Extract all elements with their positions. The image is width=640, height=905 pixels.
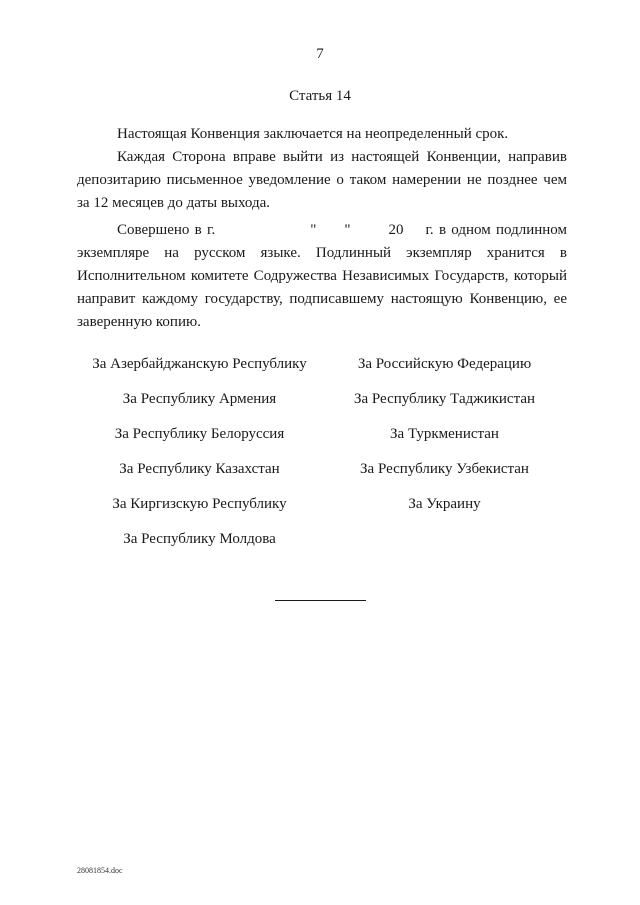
signatory-ukraine: За Украину — [408, 496, 481, 512]
signatory-turkmenistan: За Туркменистан — [390, 426, 499, 442]
signatories-right-column — [322, 353, 567, 528]
done-at-prefix: Совершено в г. — [117, 222, 216, 238]
page-number: 7 — [316, 46, 324, 62]
signatory-russia: За Российскую Федерацию — [357, 356, 532, 372]
closing-divider — [275, 600, 366, 601]
signatory-belarus: За Республику Белоруссия — [114, 426, 285, 442]
footer-doc-code: 28081854.doc — [77, 866, 123, 875]
date-quote-close: " — [344, 222, 351, 238]
signatory-azerbaijan: За Азербайджанскую Республику — [92, 356, 307, 372]
signatory-uzbekistan: За Республику Узбекистан — [360, 461, 529, 477]
paragraph-done-at — [77, 219, 567, 334]
date-year-prefix: 20 — [388, 222, 404, 238]
signatories-left-column — [77, 353, 322, 563]
date-quote-open: " — [310, 222, 317, 238]
signatory-kazakhstan: За Республику Казахстан — [119, 461, 280, 477]
done-at-rest: г. в одном подлинном экземпляре на русском языке. Подлинный экземпляр хранится в Исполнительном комитете Содружества Независимых Государств, который направит каждому государству, подписавшему настоящую Конвенцию, ее заверенную копию. — [77, 222, 567, 330]
signatory-kyrgyzstan: За Киргизскую Республику — [112, 496, 287, 512]
paragraph-term: Настоящая Конвенция заключается на неопределенный срок. — [117, 126, 509, 142]
signatory-armenia: За Республику Армения — [122, 391, 277, 407]
signatory-tajikistan: За Республику Таджикистан — [353, 391, 536, 407]
signatory-moldova: За Республику Молдова — [123, 531, 276, 547]
paragraph-withdrawal: Каждая Сторона вправе выйти из настоящей Конвенции, направив депозитарию письменное уведомление о таком намерении не позднее чем за 12 месяцев до даты выхода. — [77, 149, 567, 211]
article-title: Статья 14 — [289, 88, 351, 104]
